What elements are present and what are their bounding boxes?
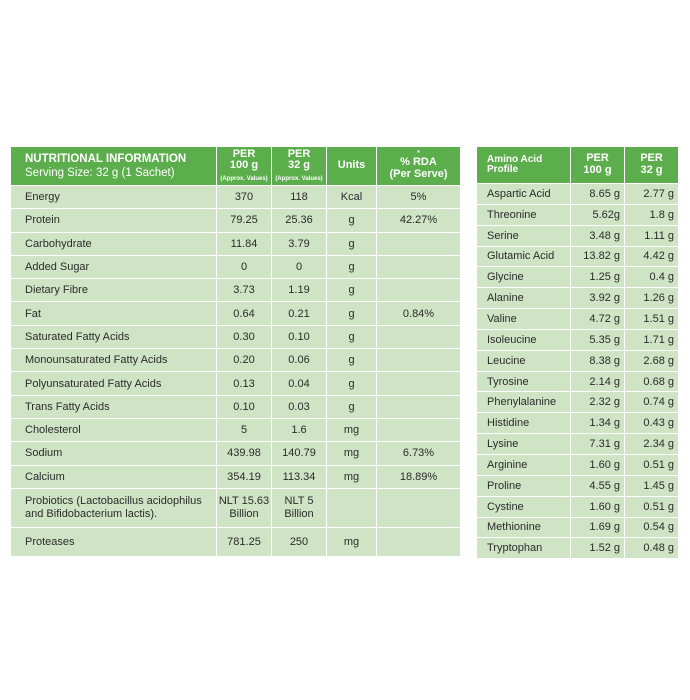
per32-value: 118 (272, 186, 327, 209)
probiotics-per100-b: Billion (229, 507, 259, 520)
amino-per100-value: 2.14 g (571, 371, 625, 392)
nutrition-row (11, 325, 461, 348)
amino-per100-value: 13.82 g (571, 246, 625, 267)
amino-row (477, 434, 679, 455)
nutrition-header-row (11, 147, 461, 186)
amino-per100-value: 7.31 g (571, 434, 625, 455)
proteases-row (11, 527, 461, 556)
per100-value: 370 (217, 186, 272, 209)
amino-per32-value: 0.74 g (625, 392, 679, 413)
proteases-name: Proteases (11, 527, 217, 556)
amino-header-row (477, 147, 679, 184)
rda-value: 5% (377, 186, 461, 209)
amino-acid-table (476, 146, 679, 559)
nutrient-name: Energy (11, 186, 217, 209)
amino-title-a: Amino Acid (487, 153, 543, 165)
amino-per32-value: 1.45 g (625, 475, 679, 496)
amino-per32-value: 4.42 g (625, 246, 679, 267)
amino-name: Lysine (477, 434, 571, 455)
per100-value: 0.10 (217, 395, 272, 418)
amino-name: Arginine (477, 454, 571, 475)
per32-value: 25.36 (272, 209, 327, 232)
amino-name: Tyrosine (477, 371, 571, 392)
rda-value (377, 232, 461, 255)
amino-row (477, 204, 679, 225)
col-rda-header (377, 147, 461, 186)
nutrient-name: Monounsaturated Fatty Acids (11, 349, 217, 372)
amino-name: Serine (477, 225, 571, 246)
amino-col-per32-header (625, 147, 679, 184)
nutrition-row (11, 465, 461, 488)
amino-name: Isoleucine (477, 329, 571, 350)
amino-col-per32-label: PER (640, 152, 663, 165)
amino-per32-value: 0.4 g (625, 267, 679, 288)
col-per100-unit: 100 g (229, 159, 259, 172)
amino-per32-value: 2.34 g (625, 434, 679, 455)
amino-row (477, 267, 679, 288)
amino-col-per100-header (571, 147, 625, 184)
col-per100-note: (Approx. Values) (220, 175, 268, 182)
amino-body (477, 184, 679, 559)
amino-per100-value: 5.35 g (571, 329, 625, 350)
col-per100-label: PER (232, 147, 256, 160)
amino-per100-value: 1.52 g (571, 538, 625, 559)
col-per32-unit: 32 g (287, 159, 310, 172)
per100-value: 0.64 (217, 302, 272, 325)
amino-per32-value: 2.68 g (625, 350, 679, 371)
unit-value: g (327, 349, 377, 372)
per32-value: 1.6 (272, 418, 327, 441)
amino-name: Histidine (477, 413, 571, 434)
unit-value: g (327, 255, 377, 278)
probiotics-unit (327, 488, 377, 527)
probiotics-name (11, 488, 217, 527)
nutrient-name: Cholesterol (11, 418, 217, 441)
amino-per100-value: 4.55 g (571, 475, 625, 496)
per100-value: 354.19 (217, 465, 272, 488)
amino-row (477, 392, 679, 413)
amino-name: Glutamic Acid (477, 246, 571, 267)
amino-name: Glycine (477, 267, 571, 288)
amino-per32-value: 1.8 g (625, 204, 679, 225)
amino-per32-value: 1.11 g (625, 225, 679, 246)
per100-value: 439.98 (217, 442, 272, 465)
per100-value: 0.20 (217, 349, 272, 372)
amino-name: Methionine (477, 517, 571, 538)
nutrition-row (11, 209, 461, 232)
amino-per100-value: 8.65 g (571, 184, 625, 205)
probiotics-row (11, 488, 461, 527)
rda-value (377, 418, 461, 441)
nutrient-name: Protein (11, 209, 217, 232)
unit-value: g (327, 372, 377, 395)
per100-value: 5 (217, 418, 272, 441)
amino-name: Valine (477, 309, 571, 330)
nutrient-name: Dietary Fibre (11, 279, 217, 302)
rda-value (377, 279, 461, 302)
per32-value: 0.06 (272, 349, 327, 372)
nutrition-row (11, 349, 461, 372)
rda-value (377, 349, 461, 372)
nutrition-row (11, 395, 461, 418)
proteases-per100: 781.25 (217, 527, 272, 556)
nutrition-row (11, 279, 461, 302)
col-rda-label: % RDA (400, 156, 437, 169)
nutrient-name: Saturated Fatty Acids (11, 325, 217, 348)
amino-per100-value: 2.32 g (571, 392, 625, 413)
unit-value: g (327, 325, 377, 348)
amino-row (477, 475, 679, 496)
nutrient-name: Trans Fatty Acids (11, 395, 217, 418)
rda-value: 42.27% (377, 209, 461, 232)
unit-value: g (327, 232, 377, 255)
nutrition-row (11, 232, 461, 255)
amino-name: Aspartic Acid (477, 184, 571, 205)
amino-per32-value: 1.51 g (625, 309, 679, 330)
amino-row (477, 413, 679, 434)
probiotics-per32-a: NLT 5 (284, 494, 314, 507)
amino-per100-value: 3.48 g (571, 225, 625, 246)
per100-value: 11.84 (217, 232, 272, 255)
rda-value: 18.89% (377, 465, 461, 488)
per32-value: 3.79 (272, 232, 327, 255)
amino-col-per32-unit: 32 g (640, 164, 663, 176)
amino-per32-value: 0.54 g (625, 517, 679, 538)
rda-asterisk: * (417, 150, 420, 158)
nutrient-name: Fat (11, 302, 217, 325)
rda-value: 0.84% (377, 302, 461, 325)
col-per32-header (272, 147, 327, 186)
nutrient-name: Calcium (11, 465, 217, 488)
proteases-rda (377, 527, 461, 556)
amino-row (477, 288, 679, 309)
amino-row (477, 517, 679, 538)
amino-title-cell (477, 147, 571, 184)
probiotics-per32-b: Billion (284, 507, 314, 520)
amino-col-per100-label: PER (586, 152, 609, 165)
rda-value (377, 325, 461, 348)
col-units-header: Units (327, 147, 377, 186)
per100-value: 0.13 (217, 372, 272, 395)
col-per32-label: PER (287, 147, 311, 160)
amino-name: Leucine (477, 350, 571, 371)
amino-row (477, 496, 679, 517)
per32-value: 140.79 (272, 442, 327, 465)
unit-value: Kcal (327, 186, 377, 209)
probiotics-name-line2: and Bifidobacterium lactis). (25, 507, 158, 520)
nutrient-name: Added Sugar (11, 255, 217, 278)
nutrition-body (11, 186, 461, 557)
col-rda-sub: (Per Serve) (389, 168, 448, 180)
amino-per32-value: 0.51 g (625, 454, 679, 475)
amino-per32-value: 0.51 g (625, 496, 679, 517)
amino-row (477, 350, 679, 371)
amino-per100-value: 1.60 g (571, 454, 625, 475)
probiotics-per100-a: NLT 15.63 (218, 494, 270, 507)
probiotics-per100 (217, 488, 272, 527)
nutrient-name: Sodium (11, 442, 217, 465)
nutrition-row (11, 302, 461, 325)
col-per32-note: (Approx. Values) (275, 175, 323, 182)
unit-value: g (327, 279, 377, 302)
amino-row (477, 538, 679, 559)
per32-value: 0.21 (272, 302, 327, 325)
probiotics-name-line1: Probiotics (Lactobacillus acidophilus (25, 494, 202, 507)
amino-per100-value: 8.38 g (571, 350, 625, 371)
unit-value: mg (327, 418, 377, 441)
amino-row (477, 329, 679, 350)
amino-row (477, 454, 679, 475)
amino-per100-value: 4.72 g (571, 309, 625, 330)
amino-per32-value: 1.26 g (625, 288, 679, 309)
unit-value: g (327, 209, 377, 232)
nutrition-title: NUTRITIONAL INFORMATION (25, 152, 187, 165)
amino-row (477, 184, 679, 205)
amino-per100-value: 1.25 g (571, 267, 625, 288)
per100-value: 0 (217, 255, 272, 278)
amino-per32-value: 0.43 g (625, 413, 679, 434)
amino-name: Threonine (477, 204, 571, 225)
nutrient-name: Polyunsaturated Fatty Acids (11, 372, 217, 395)
amino-name: Proline (477, 475, 571, 496)
amino-row (477, 225, 679, 246)
amino-name: Tryptophan (477, 538, 571, 559)
probiotics-rda (377, 488, 461, 527)
rda-value (377, 255, 461, 278)
amino-per32-value: 2.77 g (625, 184, 679, 205)
amino-per100-value: 3.92 g (571, 288, 625, 309)
per100-value: 3.73 (217, 279, 272, 302)
per32-value: 0.10 (272, 325, 327, 348)
nutrition-table (10, 146, 461, 557)
nutrition-row (11, 255, 461, 278)
amino-per32-value: 1.71 g (625, 329, 679, 350)
amino-row (477, 371, 679, 392)
proteases-unit: mg (327, 527, 377, 556)
amino-name: Alanine (477, 288, 571, 309)
per32-value: 0.03 (272, 395, 327, 418)
per32-value: 113.34 (272, 465, 327, 488)
amino-row (477, 246, 679, 267)
unit-value: mg (327, 442, 377, 465)
col-per100-header (217, 147, 272, 186)
probiotics-per32 (272, 488, 327, 527)
nutrition-row (11, 418, 461, 441)
unit-value: mg (327, 465, 377, 488)
rda-value (377, 372, 461, 395)
amino-row (477, 309, 679, 330)
rda-value (377, 395, 461, 418)
nutrition-row (11, 186, 461, 209)
amino-per32-value: 0.48 g (625, 538, 679, 559)
nutrition-row (11, 442, 461, 465)
per32-value: 0 (272, 255, 327, 278)
amino-name: Cystine (477, 496, 571, 517)
proteases-per32: 250 (272, 527, 327, 556)
nutrition-row (11, 372, 461, 395)
per100-value: 0.30 (217, 325, 272, 348)
amino-per100-value: 1.69 g (571, 517, 625, 538)
per32-value: 1.19 (272, 279, 327, 302)
serving-size: Serving Size: 32 g (1 Sachet) (25, 167, 175, 179)
rda-value: 6.73% (377, 442, 461, 465)
unit-value: g (327, 395, 377, 418)
nutrient-name: Carbohydrate (11, 232, 217, 255)
nutrition-title-cell (11, 147, 217, 186)
amino-per100-value: 1.34 g (571, 413, 625, 434)
amino-per100-value: 5.62g (571, 204, 625, 225)
per100-value: 79.25 (217, 209, 272, 232)
amino-per100-value: 1.60 g (571, 496, 625, 517)
unit-value: g (327, 302, 377, 325)
amino-name: Phenylalanine (477, 392, 571, 413)
amino-per32-value: 0.68 g (625, 371, 679, 392)
amino-col-per100-unit: 100 g (583, 164, 612, 176)
amino-title-b: Profile (487, 164, 519, 175)
per32-value: 0.04 (272, 372, 327, 395)
